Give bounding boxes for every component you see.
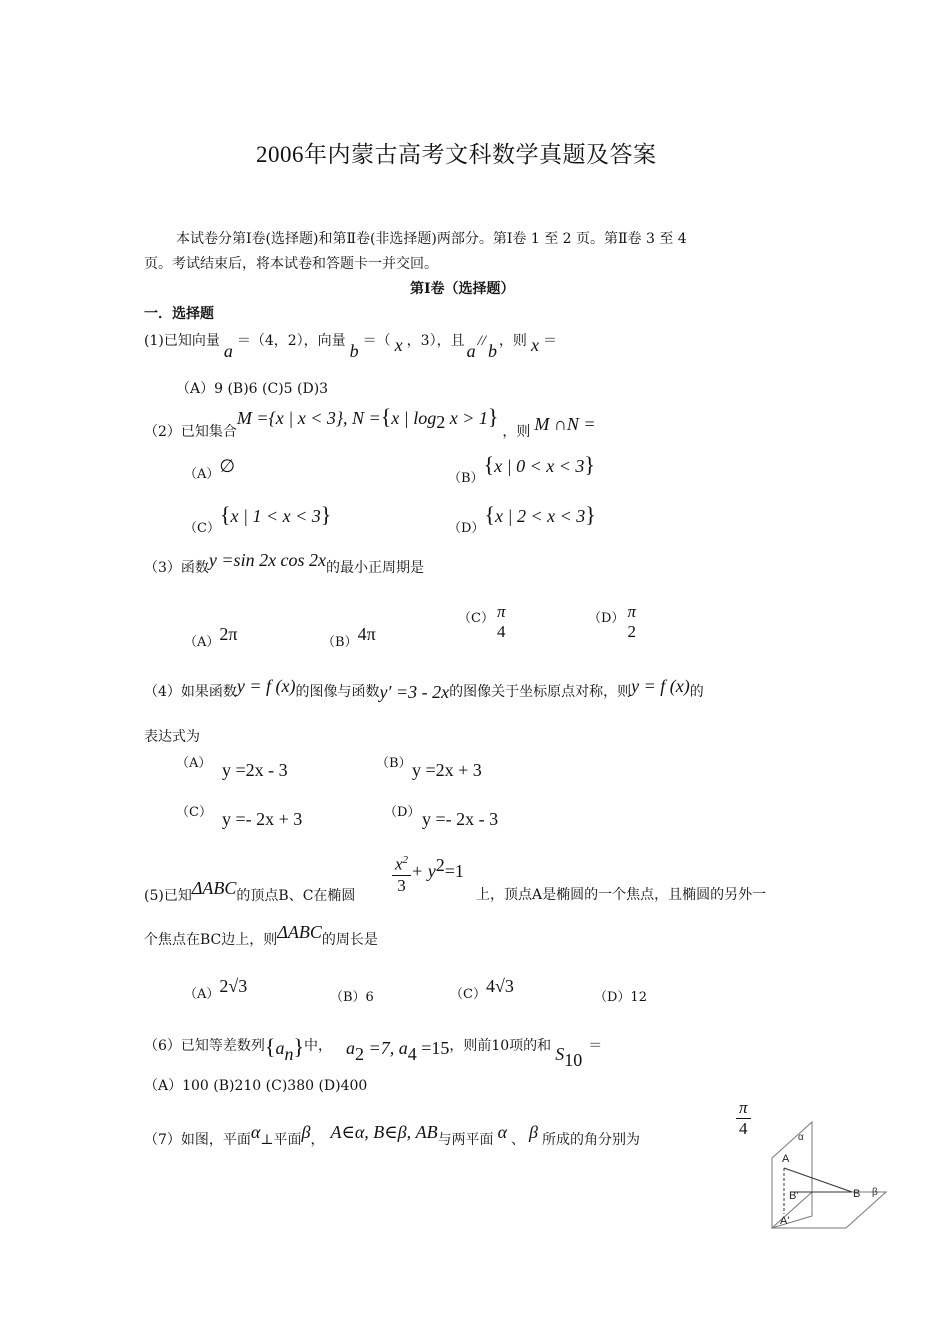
- q4-f1: y = f (x): [236, 676, 296, 696]
- q5-line-2-prefix: 个焦点在BC边上，则: [144, 932, 278, 948]
- q7-figure: [760, 1118, 900, 1236]
- q6-cond-sub2: 4: [407, 1043, 417, 1064]
- q7-angle-num: π: [736, 1098, 751, 1119]
- q7-cond: A∈α, B∈β, AB: [330, 1122, 438, 1142]
- q7-sep: 、: [511, 1132, 526, 1148]
- segment-ab: [784, 1168, 852, 1192]
- q7-suffix: 所成的角分别为: [541, 1132, 640, 1148]
- q3-function: y =sin 2x cos 2x: [208, 550, 327, 570]
- q1-prefix: (1)已知向量: [144, 333, 220, 349]
- q6-sum: S: [555, 1044, 565, 1064]
- q5-line-2-suffix: 的周长是: [321, 932, 378, 948]
- q7-perp: ⊥平面: [260, 1132, 302, 1148]
- q4-f2: y′ =3 - 2x: [379, 682, 450, 702]
- section-heading: 一．选择题: [144, 306, 214, 322]
- q7-alpha-2: α: [497, 1122, 508, 1142]
- q3-option-d-num: π: [627, 602, 636, 621]
- q4-line-2: 表达式为: [144, 729, 200, 745]
- q5-option-c-value: 4√3: [485, 976, 514, 996]
- q6-sequence-sub: n: [284, 1043, 294, 1064]
- q3-line: [144, 550, 425, 576]
- q3-option-c-num: π: [496, 602, 506, 621]
- part1-heading: 第Ⅰ卷（选择题）: [410, 281, 515, 297]
- q2-option-a-value: ∅: [219, 456, 236, 476]
- q5-mid1: 的顶点B、C在椭圆: [236, 888, 356, 904]
- q1-line: [144, 329, 557, 361]
- q2-option-d-label: （D）: [448, 521, 485, 536]
- q6-prefix: （6）已知等差数列: [144, 1038, 265, 1054]
- q6-cond-mid: =7, a: [364, 1038, 408, 1058]
- q4-prefix: （4）如果函数: [144, 684, 237, 700]
- q5-ellipse-num: x: [395, 854, 403, 874]
- q5-triangle-2: ΔABC: [277, 922, 322, 942]
- figure-label-b: B: [853, 1188, 861, 1200]
- q2-set-n-sub: 2: [436, 411, 446, 432]
- q7-prefix: （7）如图，平面: [144, 1132, 251, 1148]
- q5-ellipse-den: 3: [397, 875, 406, 895]
- q6-cond: a: [346, 1038, 356, 1058]
- q2-option-b-label: （B）: [448, 471, 484, 486]
- q2-then: ，则: [502, 424, 531, 440]
- figure-label-beta: β: [872, 1187, 878, 1198]
- q7-beta: β: [301, 1122, 311, 1142]
- q5-option-b[interactable]: （B）6: [330, 990, 374, 1005]
- plane-alpha: [772, 1122, 812, 1228]
- q6-cond-sub1: 2: [355, 1043, 365, 1064]
- q5-option-a-label: （A）: [184, 987, 220, 1002]
- q5-mid2: 上，顶点A是椭圆的一个焦点，且椭圆的另外一: [476, 887, 767, 903]
- q3-option-a-value: 2π: [219, 624, 238, 644]
- q2-option-a[interactable]: [184, 456, 236, 483]
- q7-mid: 与两平面: [437, 1132, 494, 1148]
- q7-line: [144, 1122, 640, 1148]
- q5-ellipse-num-sup: 2: [402, 854, 409, 866]
- figure-label-a: A: [782, 1153, 790, 1165]
- q2-option-a-label: （A）: [184, 467, 220, 482]
- q2-set-m: M ={x | x < 3}, N =: [236, 408, 381, 428]
- figure-label-alpha: α: [798, 1132, 804, 1143]
- q6-options: （A）100 (B)210 (C)380 (D)400: [144, 1078, 368, 1094]
- q2-option-d-value: x | 2 < x < 3: [495, 506, 586, 526]
- q4-option-d-label: （D）: [384, 805, 421, 820]
- q2-prefix: （2）已知集合: [144, 424, 237, 440]
- q3-option-c-label: （C）: [458, 611, 494, 626]
- q7-comma: ，: [310, 1132, 325, 1148]
- q4-mid1: 的图像与函数: [295, 684, 380, 700]
- intro-line-1: 本试卷分第Ⅰ卷(选择题)和第Ⅱ卷(非选择题)两部分。第Ⅰ卷 1 至 2 页。第Ⅱ卷 3 至 4: [176, 231, 687, 247]
- q1-options: （A）9 (B)6 (C)5 (D)3: [176, 381, 329, 397]
- q4-option-a[interactable]: y =2x - 3: [222, 760, 288, 780]
- q2-set-n: x | log: [391, 408, 437, 428]
- q1-eq3: ，3），且: [406, 333, 465, 349]
- q4-option-b[interactable]: y =2x + 3: [412, 760, 482, 780]
- q2-line: （2）已知集合M ={x | x < 3}, N ={x | $\log_2 x > 1$}，则 M ∩N =: [144, 404, 596, 440]
- figure-label-a-prime: A': [780, 1215, 790, 1227]
- q5-ellipse-equation: [392, 850, 464, 896]
- q4-option-b-label: （B）: [376, 756, 412, 771]
- q7-alpha: α: [250, 1122, 261, 1142]
- q2-result: M ∩N =: [534, 414, 596, 434]
- page-title: 2006年内蒙古高考文科数学真题及答案: [256, 142, 657, 167]
- q1-vector-b: b: [349, 341, 359, 361]
- q6-sum-sub: 10: [564, 1049, 583, 1070]
- q3-option-d-label: （D）: [588, 611, 625, 626]
- q3-option-a[interactable]: [184, 624, 238, 650]
- q3-option-d-den: 2: [627, 622, 636, 641]
- q6-line: （6）已知等差数列$\{a_n\}$中， $a_2 =7$, $a_4 =15$，则前10项的和 $S_{10}=$: [144, 1034, 603, 1070]
- q2-set-n-tail: x > 1: [445, 408, 488, 428]
- q1-then: ，则: [498, 333, 527, 349]
- q5-ellipse-tail-sup: 2: [435, 855, 445, 876]
- q7-angle: [736, 1098, 751, 1139]
- q5-line: [144, 878, 356, 904]
- q3-option-b-value: 4π: [357, 624, 376, 644]
- q2-option-c-label: （C）: [184, 521, 220, 536]
- q4-tail: 的: [689, 684, 704, 700]
- q1-vector-a: a: [223, 341, 233, 361]
- q1-vector-b2: b: [487, 341, 497, 361]
- q4-option-d[interactable]: y =- 2x - 3: [422, 809, 499, 829]
- q2-option-b-value: x | 0 < x < 3: [494, 456, 585, 476]
- q2-option-d[interactable]: （D）{x | 2 < x < 3}: [448, 502, 596, 536]
- q4-mid2: 的图像关于坐标原点对称，则: [449, 684, 632, 700]
- q7-beta-2: β: [529, 1122, 538, 1142]
- q1-vector-a2: a: [466, 341, 476, 361]
- q5-triangle: ΔABC: [191, 878, 237, 898]
- q2-option-c-value: x | 1 < x < 3: [230, 506, 321, 526]
- q5-ellipse-tail: + y: [411, 860, 436, 881]
- q1-parallel: //: [477, 333, 486, 349]
- q1-eq1: ＝（4，2），向量: [236, 333, 346, 349]
- q3-suffix: 的最小正周期是: [326, 560, 425, 576]
- intro-line-2: 页。考试结束后，将本试卷和答题卡一并交回。: [144, 256, 438, 272]
- q1-x: x: [394, 335, 403, 355]
- q2-option-b[interactable]: （B）{x | 0 < x < 3}: [448, 452, 595, 486]
- q3-option-c[interactable]: [458, 602, 508, 642]
- q6-cond-end: =15: [416, 1038, 450, 1058]
- figure-label-b-prime: B': [789, 1190, 799, 1202]
- q5-option-c[interactable]: [450, 976, 514, 1002]
- q5-option-d[interactable]: （D）12: [594, 990, 647, 1005]
- q6-suffix: ，则前10项的和: [449, 1038, 552, 1054]
- q1-eq2: ＝（: [362, 333, 391, 349]
- q5-option-a-value: 2√3: [219, 976, 248, 996]
- q3-option-b[interactable]: [322, 624, 376, 650]
- q1-x2: x: [530, 335, 539, 355]
- q5-option-c-label: （C）: [450, 987, 486, 1002]
- q6-sequence: a: [275, 1038, 285, 1058]
- q4-line: [144, 676, 704, 702]
- q4-option-c[interactable]: y =- 2x + 3: [222, 809, 303, 829]
- q3-option-b-label: （B）: [322, 635, 358, 650]
- q3-prefix: （3）函数: [144, 560, 209, 576]
- q4-f3: y = f (x): [631, 676, 690, 696]
- q1-eq-end: ＝: [542, 333, 557, 349]
- q3-option-d[interactable]: [588, 602, 639, 642]
- q7-angle-den: 4: [739, 1119, 748, 1138]
- q5-prefix: (5)已知: [144, 888, 192, 904]
- q4-option-a-label: （A）: [176, 756, 212, 771]
- q5-line-2: [144, 922, 378, 948]
- q2-option-c[interactable]: （C）{x | 1 < x < 3}: [184, 502, 332, 536]
- q6-eq: ＝: [588, 1038, 603, 1054]
- q4-option-c-label: （C）: [176, 805, 212, 820]
- q5-option-a[interactable]: [184, 976, 248, 1002]
- q3-option-c-den: 4: [496, 622, 506, 641]
- q3-option-a-label: （A）: [184, 635, 220, 650]
- q5-ellipse-eq: =1: [444, 860, 464, 881]
- q6-mid: 中，: [304, 1038, 333, 1054]
